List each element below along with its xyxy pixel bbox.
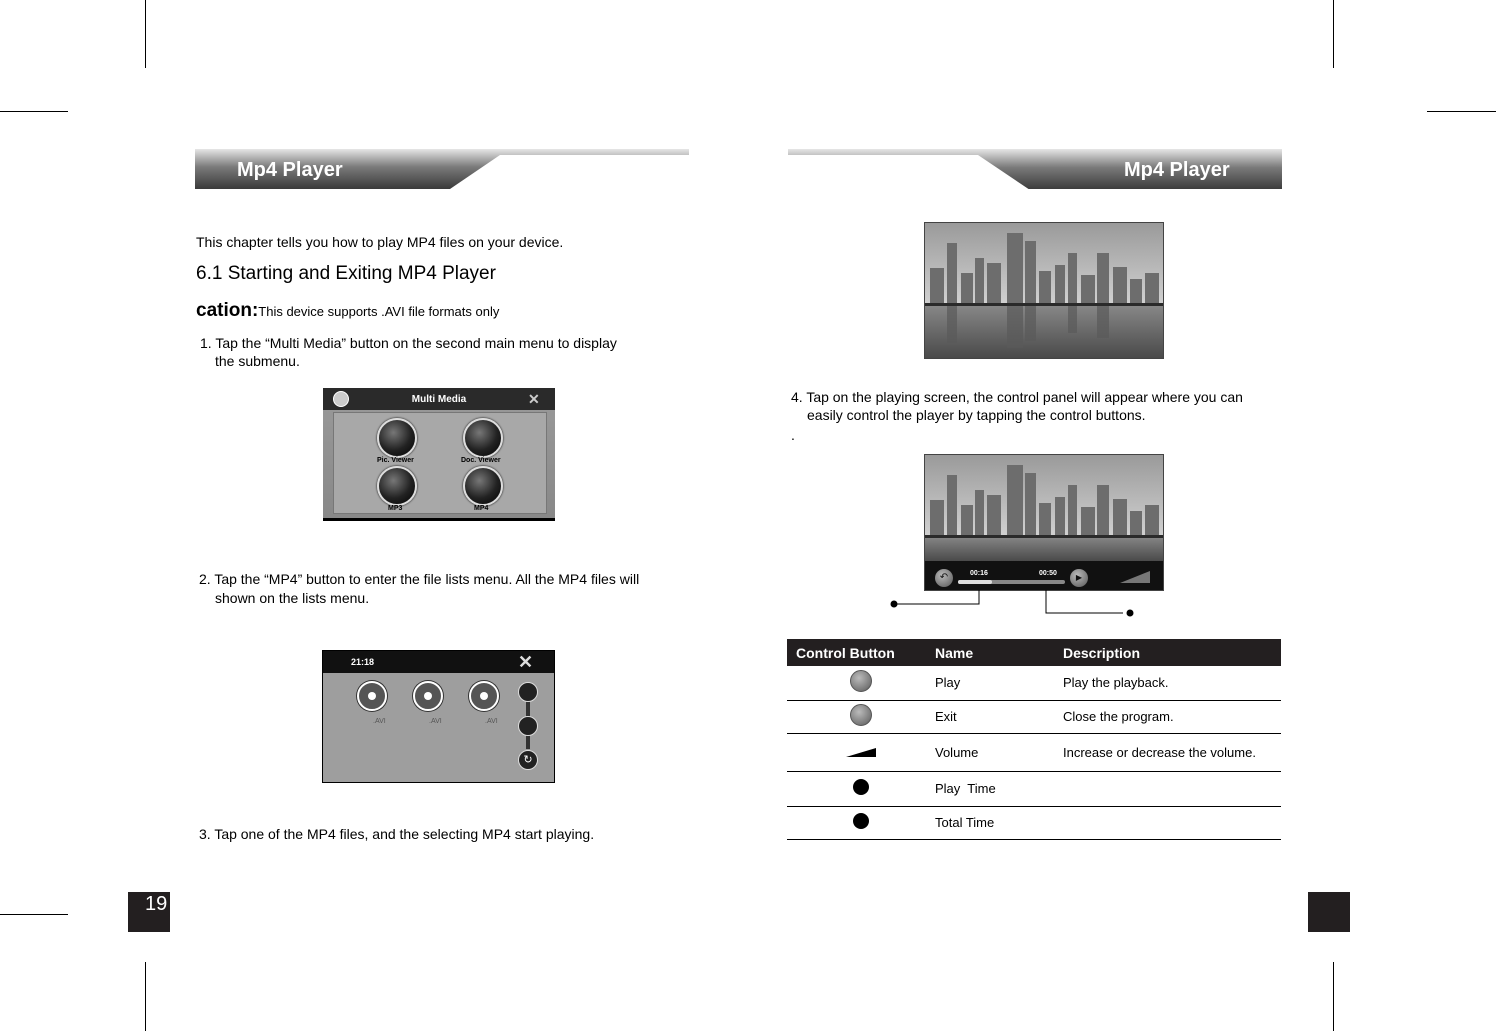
caution-text: This device supports .AVI file formats only — [258, 304, 500, 319]
player-screenshot — [924, 454, 1164, 591]
play-button[interactable]: ▶ — [1070, 569, 1088, 587]
crop-mark — [0, 914, 68, 915]
mp3-icon[interactable] — [377, 466, 417, 506]
table-cell-icon — [787, 771, 935, 806]
file-label: .AVI — [373, 718, 386, 725]
scroll-down-icon[interactable] — [518, 716, 538, 736]
step-2-line-2: shown on the lists menu. — [215, 590, 370, 606]
table-cell-name: Volume — [935, 733, 1063, 771]
multimedia-screenshot — [323, 388, 555, 521]
table-cell-icon — [787, 700, 935, 733]
step-3: 3. Tap one of the MP4 files, and the selecting MP4 start playing. — [199, 826, 595, 842]
crop-mark — [145, 0, 146, 68]
mp4-label: MP4 — [474, 505, 489, 512]
page-number: 19 — [145, 893, 168, 915]
exit-button[interactable]: ↶ — [935, 569, 953, 587]
multimedia-title: Multi Media — [411, 394, 467, 405]
crop-mark — [1333, 962, 1334, 1031]
file-reel-icon[interactable] — [413, 681, 443, 711]
step-1-line-2: the submenu. — [215, 353, 300, 369]
crop-mark — [1427, 111, 1496, 112]
table-cell-icon — [787, 733, 935, 771]
step-1-line-1: 1. Tap the “Multi Media” button on the second main menu to display — [200, 335, 617, 351]
filelist-screenshot — [322, 650, 555, 783]
column-header-description: Description — [1063, 639, 1281, 666]
play-icon — [850, 670, 872, 692]
step-2-line-1: 2. Tap the “MP4” button to enter the file lists menu. All the MP4 files will — [199, 571, 640, 587]
table-row — [787, 771, 1281, 806]
table-row — [787, 700, 1281, 733]
file-reel-icon[interactable] — [357, 681, 387, 711]
table-row — [787, 733, 1281, 771]
left-banner — [195, 149, 689, 189]
step-4-line-1: 4. Tap on the playing screen, the control panel will appear where you can — [791, 389, 1243, 405]
table-header-row — [787, 639, 1281, 666]
table-cell-description — [1063, 771, 1281, 806]
page-number-box — [128, 892, 170, 932]
play-time-text: 00:16 — [970, 570, 988, 577]
multimedia-panel — [333, 412, 547, 514]
volume-icon — [846, 748, 876, 757]
progress-fill — [958, 580, 992, 584]
crop-mark — [1333, 0, 1334, 68]
total-time-text: 00:50 — [1039, 570, 1057, 577]
crop-mark — [145, 962, 146, 1031]
table-cell-name: Play — [935, 666, 1063, 700]
close-icon: ✕ — [528, 391, 540, 407]
table-cell-name: Play Time — [935, 771, 1063, 806]
clock-text: 21:18 — [351, 657, 375, 667]
table-cell-description: Close the program. — [1063, 700, 1281, 733]
right-page-number-box — [1308, 892, 1350, 932]
intro-text: This chapter tells you how to play MP4 files on your device. — [196, 234, 564, 250]
left-banner-title: Mp4 Player — [237, 159, 343, 181]
table-cell-description: Increase or decrease the volume. — [1063, 733, 1281, 771]
control-table — [787, 639, 1281, 840]
file-label: .AVI — [485, 718, 498, 725]
table-cell-icon — [787, 666, 935, 700]
table-cell-icon — [787, 806, 935, 839]
refresh-icon[interactable]: ↻ — [518, 750, 538, 770]
close-icon[interactable]: ✕ — [518, 652, 534, 672]
crop-mark — [0, 111, 68, 112]
right-banner-title: Mp4 Player — [1124, 159, 1230, 181]
caution-line — [196, 300, 499, 322]
exit-icon — [850, 704, 872, 726]
doc-viewer-icon[interactable] — [463, 418, 503, 458]
table-cell-name: Total Time — [935, 806, 1063, 839]
volume-icon[interactable] — [1120, 571, 1150, 583]
table-cell-description: Play the playback. — [1063, 666, 1281, 700]
table-cell-description — [1063, 806, 1281, 839]
caution-label: cation: — [196, 300, 259, 321]
mp3-label: MP3 — [388, 505, 403, 512]
pic-viewer-icon[interactable] — [377, 418, 417, 458]
table-cell-name: Exit — [935, 700, 1063, 733]
file-label: .AVI — [429, 718, 442, 725]
stray-dot: . — [791, 427, 795, 443]
dot-1-icon — [853, 779, 869, 795]
pic-viewer-label: Pic. Viewer — [377, 457, 414, 464]
step-4-line-2: easily control the player by tapping the control buttons. — [807, 407, 1146, 423]
column-header-name: Name — [935, 639, 1063, 666]
column-header-control-button: Control Button — [787, 639, 935, 666]
callout-lines — [885, 590, 1145, 620]
file-reel-icon[interactable] — [469, 681, 499, 711]
video-screenshot — [924, 222, 1164, 359]
mp4-icon[interactable] — [463, 466, 503, 506]
table-row — [787, 666, 1281, 700]
scroll-up-icon[interactable] — [518, 682, 538, 702]
dot-2-icon — [853, 813, 869, 829]
section-heading: 6.1 Starting and Exiting MP4 Player — [196, 263, 496, 284]
table-row — [787, 806, 1281, 839]
right-banner — [788, 149, 1282, 189]
doc-viewer-label: Doc. Viewer — [461, 457, 501, 464]
progress-track[interactable] — [958, 580, 1065, 584]
